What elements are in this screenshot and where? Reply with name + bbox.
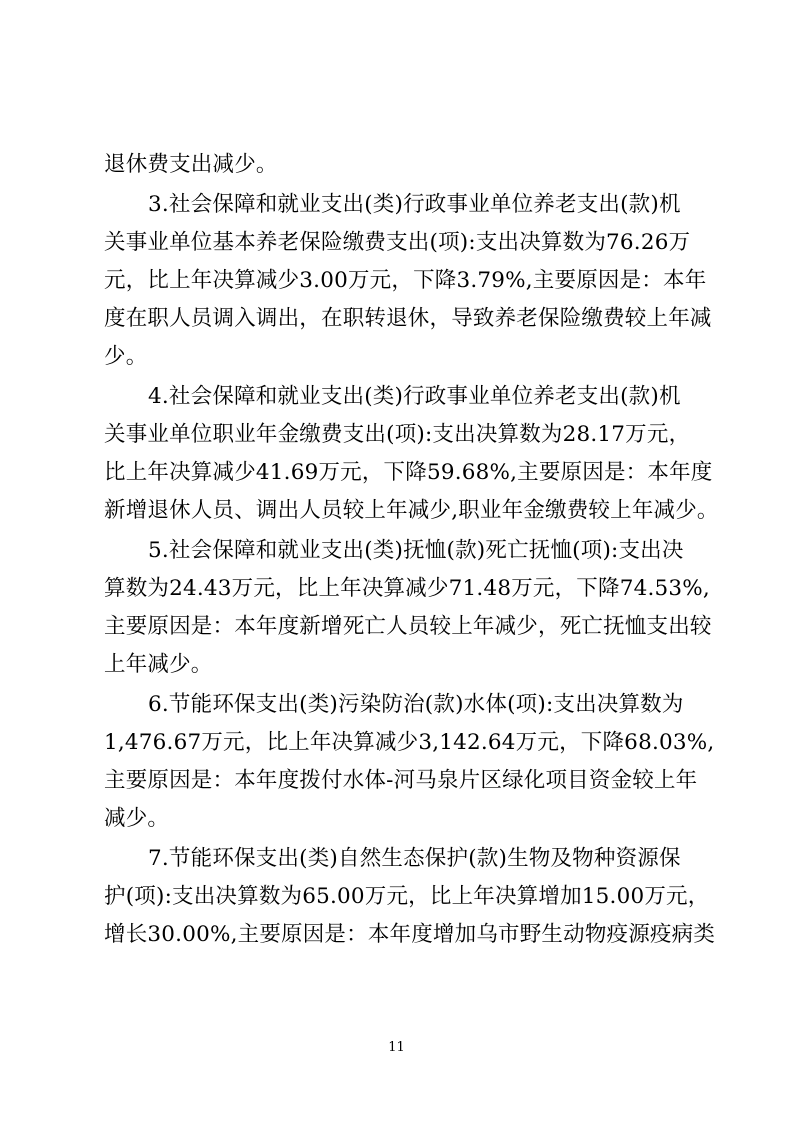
text-line: 主要原因是：本年度拨付水体-河马泉片区绿化项目资金较上年 <box>104 768 698 793</box>
text-line: 增长30.00%,主要原因是：本年度增加乌市野生动物疫源疫病类 <box>104 922 716 947</box>
text-line: 6.节能环保支出(类)污染防治(款)水体(项):支出决算数为 <box>148 692 684 717</box>
text-line: 度在职人员调入调出，在职转退休，导致养老保险缴费较上年减 <box>104 306 712 331</box>
text-line: 5.社会保障和就业支出(类)抚恤(款)死亡抚恤(项):支出决 <box>148 538 684 563</box>
text-line: 3.社会保障和就业支出(类)行政事业单位养老支出(款)机 <box>148 192 681 217</box>
text-line: 关事业单位基本养老保险缴费支出(项):支出决算数为76.26万 <box>104 230 691 255</box>
text-line: 7.节能环保支出(类)自然生态保护(款)生物及物种资源保 <box>148 846 681 871</box>
text-line: 关事业单位职业年金缴费支出(项):支出决算数为28.17万元， <box>104 422 691 447</box>
text-line: 4.社会保障和就业支出(类)行政事业单位养老支出(款)机 <box>148 384 681 409</box>
page-number: 11 <box>388 1040 405 1055</box>
text-line: 比上年决算减少41.69万元，下降59.68%,主要原因是：本年度 <box>104 460 713 485</box>
text-line: 少。 <box>104 344 148 369</box>
text-line: 护(项):支出决算数为65.00万元，比上年决算增加15.00万元， <box>104 884 710 909</box>
text-line: 减少。 <box>104 806 170 831</box>
text-line: 1,476.67万元，比上年决算减少3,142.64万元，下降68.03%, <box>104 730 715 755</box>
text-line: 算数为24.43万元，比上年决算减少71.48万元，下降74.53%, <box>104 576 710 601</box>
text-line: 上年减少。 <box>104 652 213 677</box>
text-line: 新增退休人员、调出人员较上年减少,职业年金缴费较上年减少。 <box>104 498 719 523</box>
text-line: 主要原因是：本年度新增死亡人员较上年减少，死亡抚恤支出较 <box>104 614 712 639</box>
text-line: 退休费支出减少。 <box>104 152 278 177</box>
text-line: 元，比上年决算减少3.00万元，下降3.79%,主要原因是：本年 <box>104 268 707 293</box>
